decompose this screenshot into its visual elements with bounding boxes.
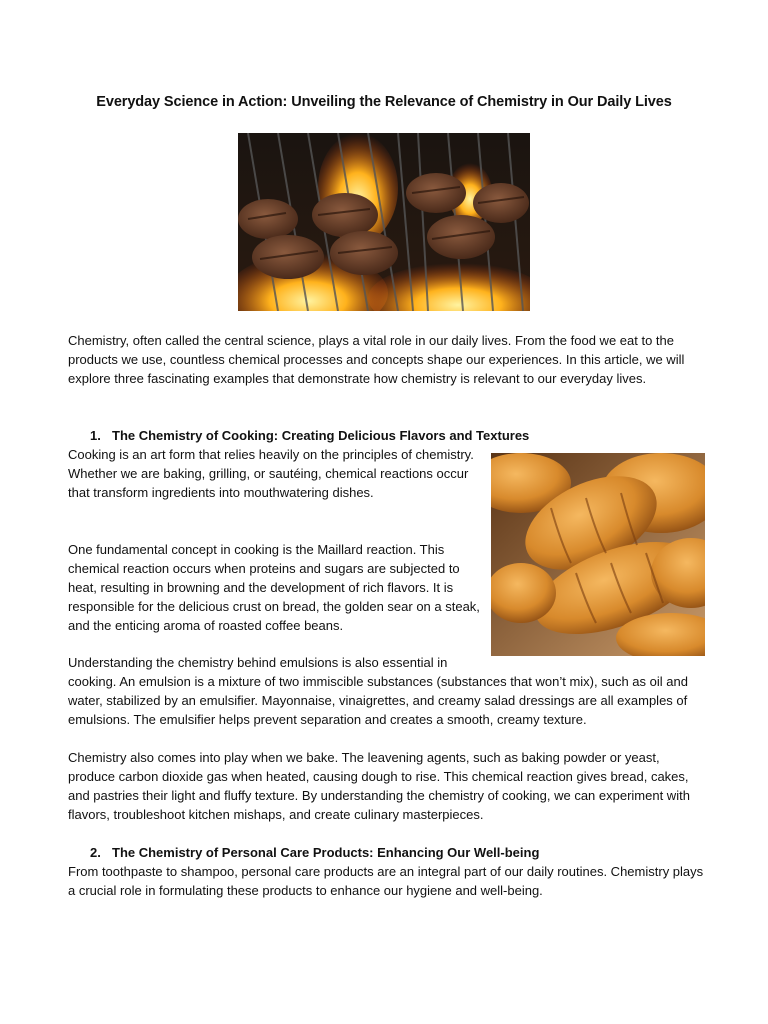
document-title: Everyday Science in Action: Unveiling the Relevance of Chemistry in Our Daily Lives: [96, 94, 672, 110]
section-2-heading: [90, 843, 539, 862]
croissants-photo: [491, 453, 705, 656]
section-1-paragraph-4: Chemistry also comes into play when we bake. The leavening agents, such as baking powder or yeast, produce carbon dioxide gas when heated, causing dough to rise. This chemical reaction gives bread, cakes, and pastries their light and fluffy texture. By understanding the chemistry of cooking, we can experiment with flavors, troubleshoot kitchen mishaps, and create culinary masterpieces.: [68, 750, 690, 822]
grilled-patties-photo: [238, 133, 530, 311]
section-1-paragraph-1: Cooking is an art form that relies heavily on the principles of chemistry. Whether we are baking, grilling, or sautéing, chemical reactions occur that transform ingredients into mouthwatering dishes.: [68, 447, 474, 500]
section-1-paragraph-2: One fundamental concept in cooking is the Maillard reaction. This chemical reaction occurs when proteins and sugars are subjected to heat, resulting in browning and the development of rich flavors. It is responsible for the delicious crust on bread, the golden sear on a steak, and the enticing aroma of roasted coffee beans.: [68, 542, 480, 633]
section-1-paragraph-3-rest: cooking. An emulsion is a mixture of two immiscible substances (substances that won’t mix), such as oil and water, stabilized by an emulsifier. Mayonnaise, vinaigrettes, and creamy salad dressings are all examples of emulsions. The emulsifier helps prevent separation and creates a smooth, creamy texture.: [68, 674, 688, 727]
section-1-heading: [90, 426, 529, 445]
section-2-paragraph-1: From toothpaste to shampoo, personal care products are an integral part of our daily routines. Chemistry plays a crucial role in formulating these products to enhance our hygiene and well-being.: [68, 864, 704, 898]
intro-paragraph: Chemistry, often called the central science, plays a vital role in our daily lives. From the food we eat to the products we use, countless chemical processes and concepts shape our experiences. In this article, we will explore three fascinating examples that demonstrate how chemistry is relevant to our everyday lives.: [68, 333, 685, 386]
section-1-paragraph-3-start: Understanding the chemistry behind emulsions is also essential in: [68, 655, 448, 670]
section-1-number: 1.: [90, 428, 101, 443]
section-2-number: 2.: [90, 845, 101, 860]
section-2-heading-text: The Chemistry of Personal Care Products: Enhancing Our Well-being: [112, 845, 540, 860]
section-1-heading-text: The Chemistry of Cooking: Creating Delicious Flavors and Textures: [112, 428, 530, 443]
